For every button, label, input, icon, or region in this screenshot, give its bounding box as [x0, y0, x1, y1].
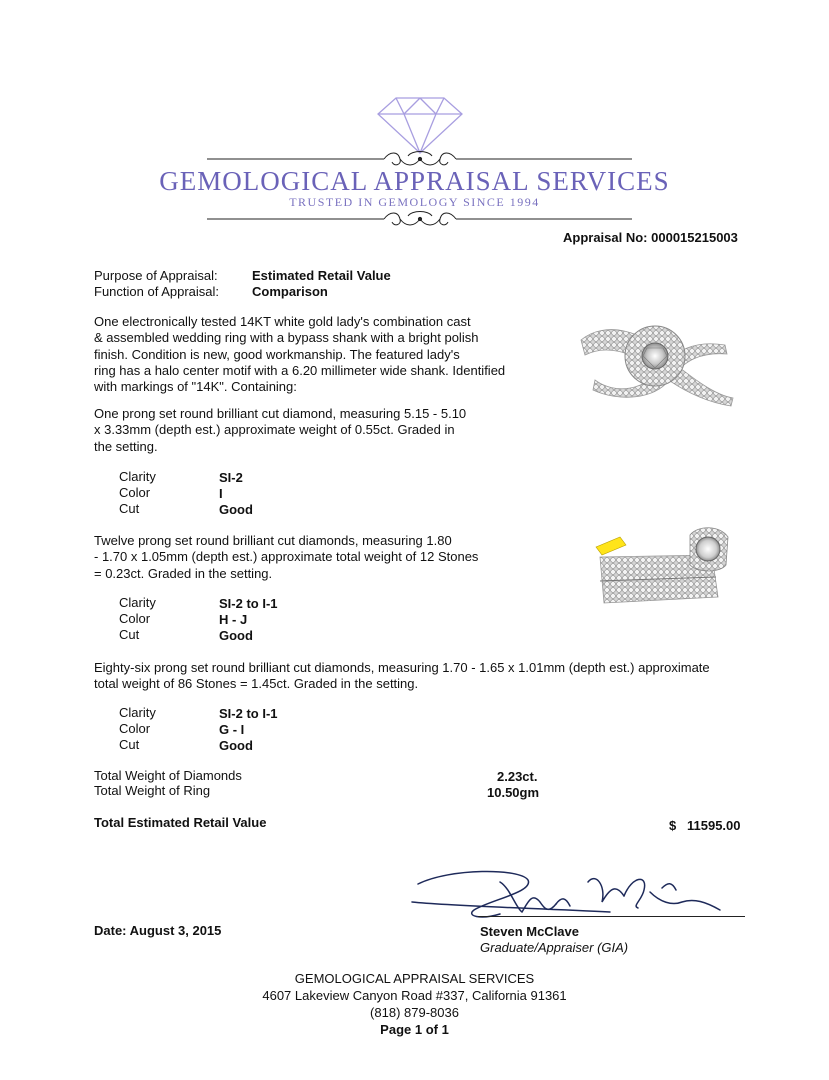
description-line: finish. Condition is new, good workmanship. The featured lady's	[94, 346, 460, 362]
grade-label: Color	[119, 485, 151, 500]
company-name: GEMOLOGICAL APPRAISAL SERVICES	[159, 166, 670, 196]
ornament-bottom	[207, 212, 632, 226]
description-line: & assembled wedding ring with a bypass shank with a bright polish	[94, 330, 479, 346]
grade-value: H - J	[219, 612, 248, 627]
stone-text-line: One prong set round brilliant cut diamond, measuring 5.15 - 5.10	[94, 406, 467, 421]
grade-value: SI-2 to I-1	[219, 706, 278, 721]
function-value: Comparison	[252, 284, 328, 299]
grade-value: I	[219, 486, 223, 501]
grade-label: Color	[119, 611, 151, 626]
stone-text-line: x 3.33mm (depth est.) approximate weight of 0.55ct. Graded in	[94, 422, 455, 438]
total-ring-value: 10.50gm	[487, 785, 540, 800]
appraisal-number: Appraisal No: 000015215003	[563, 230, 738, 245]
appraiser-name: Steven McClave	[480, 924, 579, 939]
footer-phone: (818) 879-8036	[370, 1005, 459, 1020]
ornament-top	[207, 152, 632, 166]
grade-value: SI-2	[219, 470, 243, 485]
stone-text-line: Twelve prong set round brilliant cut diamonds, measuring 1.80	[94, 533, 452, 548]
stone-text-line: total weight of 86 Stones = 1.45ct. Graded in the setting.	[94, 676, 419, 692]
total-retail-value: 11595.00	[687, 818, 741, 833]
grade-value: Good	[219, 738, 253, 753]
grade-label: Cut	[119, 501, 140, 516]
diamond-icon	[378, 98, 462, 153]
appraiser-title: Graduate/Appraiser (GIA)	[480, 940, 629, 955]
ring-photo-side-view	[580, 515, 740, 615]
stone-text-line: = 0.23ct. Graded in the setting.	[94, 565, 273, 581]
company-tagline: TRUSTED IN GEMOLOGY SINCE 1994	[289, 195, 540, 209]
grade-label: Cut	[119, 737, 140, 752]
description-line: One electronically tested 14KT white gold lady's combination cast	[94, 314, 471, 329]
purpose-value: Estimated Retail Value	[252, 268, 391, 283]
stone-1-description	[94, 406, 466, 455]
grade-value: Good	[219, 628, 253, 643]
stone-text-line: - 1.70 x 1.05mm (depth est.) approximate total weight of 12 Stones	[94, 549, 479, 565]
grade-value: SI-2 to I-1	[219, 596, 278, 611]
total-diamonds-value: 2.23ct.	[497, 769, 538, 784]
function-label: Function of Appraisal:	[94, 284, 220, 299]
grade-label: Cut	[119, 627, 140, 642]
description	[94, 314, 505, 395]
grade-label: Color	[119, 721, 151, 736]
grade-value: G - I	[219, 722, 245, 737]
grade-value: Good	[219, 502, 253, 517]
page-number: Page 1 of 1	[380, 1022, 449, 1037]
currency-symbol: $	[669, 818, 677, 833]
description-line: ring has a halo center motif with a 6.20 millimeter wide shank. Identified	[94, 362, 506, 378]
purpose-label: Purpose of Appraisal:	[94, 268, 218, 283]
stone-text-line: the setting.	[94, 438, 158, 454]
total-retail-label: Total Estimated Retail Value	[94, 815, 267, 830]
ring-photo-top-view	[575, 300, 735, 415]
appraisal-date: Date: August 3, 2015	[94, 923, 222, 938]
footer-company: GEMOLOGICAL APPRAISAL SERVICES	[294, 971, 535, 986]
total-ring-label: Total Weight of Ring	[94, 783, 211, 798]
stone-2-description	[94, 533, 478, 582]
total-diamonds-label: Total Weight of Diamonds	[94, 768, 242, 783]
signature-line	[478, 916, 745, 917]
grade-label: Clarity	[119, 705, 156, 720]
stone-text-line: Eighty-six prong set round brilliant cut diamonds, measuring 1.70 - 1.65 x 1.01mm (depth est.) approximate	[94, 660, 710, 675]
stone-3-description	[94, 660, 710, 693]
description-line: with markings of "14K". Containing:	[94, 379, 297, 395]
grade-label: Clarity	[119, 469, 156, 484]
grade-label: Clarity	[119, 595, 156, 610]
price-tag	[596, 537, 626, 555]
footer-address: 4607 Lakeview Canyon Road #337, California 91361	[262, 988, 567, 1003]
